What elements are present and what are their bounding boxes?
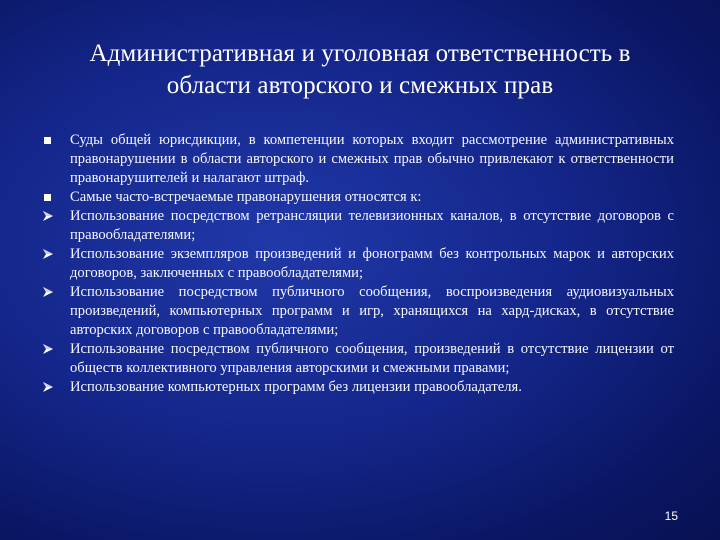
list-item (38, 131, 674, 188)
arrow-bullet-icon (38, 207, 70, 226)
arrow-bullet-icon (38, 245, 70, 264)
square-bullet-icon (38, 131, 70, 150)
list-item-text: Суды общей юрисдикции, в компетенции которых входит рассмотрение административных правонарушении в области авторского и смежных прав обычно привлекают к ответственности правонарушителей и налагают штраф. (70, 132, 674, 186)
square-bullet-icon (38, 188, 70, 207)
list-item (38, 283, 674, 340)
bullet-list (38, 131, 674, 397)
list-item-text: Использование компьютерных программ без лицензии правообладателя. (70, 379, 522, 395)
list-item-text: Использование экземпляров произведений и фонограмм без контрольных марок и авторских договоров, заключенных с правообладателями; (70, 246, 674, 281)
list-item-text: Использование посредством публичного сообщения, воспроизведения аудиовизуальных произведений, компьютерных программ и игр, хранящихся на хард-дисках, в отсутствие авторских договоров с правообладателями; (70, 284, 674, 338)
page-number: 15 (664, 509, 678, 523)
list-item (38, 188, 674, 207)
slide-title-line-2: области авторского и смежных прав (166, 72, 554, 99)
list-item (38, 207, 674, 245)
arrow-bullet-icon (38, 283, 70, 302)
list-item-text: Использование посредством ретрансляции телевизионных каналов, в отсутствие договоров с правообладателями; (70, 208, 674, 243)
arrow-bullet-icon (38, 378, 70, 397)
list-item (38, 378, 674, 397)
arrow-bullet-icon (38, 340, 70, 359)
list-item-text: Самые часто-встречаемые правонарушения относятся к: (70, 189, 422, 205)
list-item (38, 340, 674, 378)
list-item-text: Использование посредством публичного сообщения, произведений в отсутствие лицензии от обществ коллективного управления авторскими и смежными правами; (70, 341, 674, 376)
slide-title (20, 38, 700, 102)
list-item (38, 245, 674, 283)
slide-title-line-1: Административная и уголовная ответственность в (89, 40, 631, 67)
